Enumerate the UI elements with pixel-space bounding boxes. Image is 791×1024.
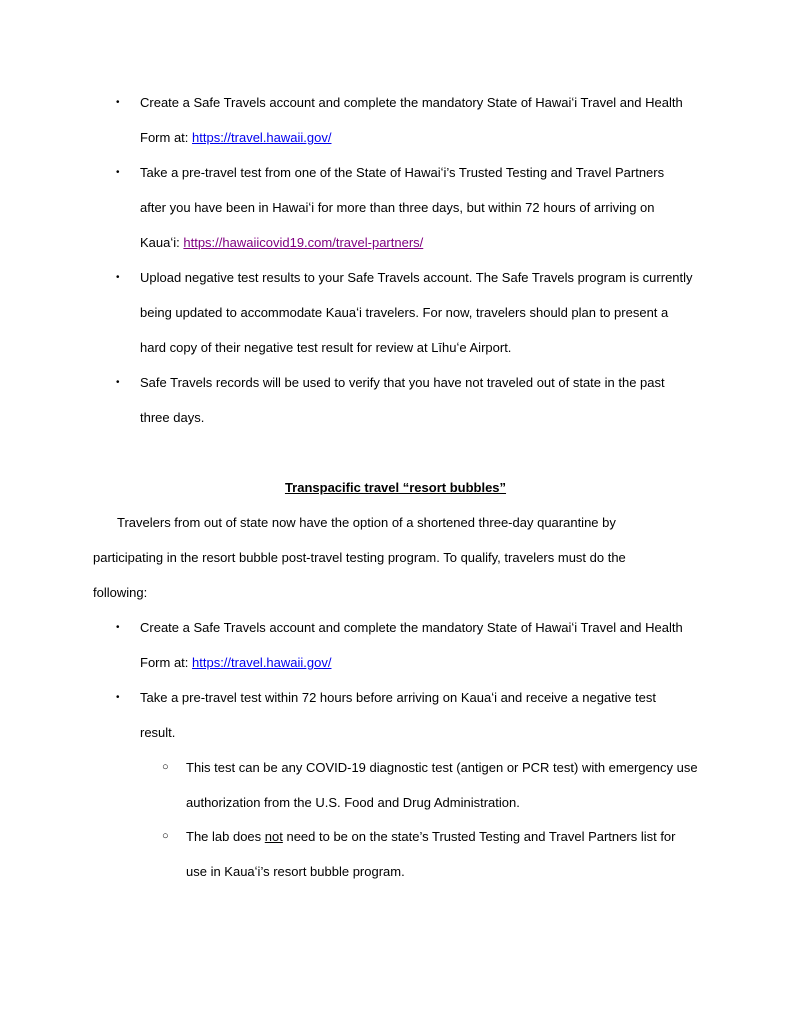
sub-bullet-icon: ○ bbox=[162, 830, 169, 842]
partners-list-text: need to be on the state’s Trusted Testing and Travel Partners list for bbox=[282, 829, 676, 844]
list1-item2-line2: after you have been in Hawaiʻi for more than three days, but within 72 hours of arriving on bbox=[140, 200, 655, 215]
travel-partners-link[interactable]: https://hawaiicovid19.com/travel-partners/ bbox=[183, 235, 424, 250]
list2-item2-line1: Take a pre-travel test within 72 hours before arriving on Kauaʻi and receive a negative test bbox=[140, 690, 656, 705]
lab-does-text: The lab does bbox=[186, 829, 265, 844]
safe-travels-link[interactable]: https://travel.hawaii.gov/ bbox=[192, 655, 332, 670]
list1-item1-line1: Create a Safe Travels account and complete the mandatory State of Hawaiʻi Travel and Health bbox=[140, 95, 683, 110]
kauai-label: Kauaʻi: bbox=[140, 235, 184, 250]
list2-item1-line2 bbox=[140, 655, 331, 671]
bullet-icon: • bbox=[116, 692, 120, 703]
bullet-icon: • bbox=[116, 622, 120, 633]
sub-bullet-icon: ○ bbox=[162, 761, 169, 773]
list2-sub1-line2: authorization from the U.S. Food and Drug Administration. bbox=[186, 795, 520, 810]
list1-item4-line2: three days. bbox=[140, 410, 205, 425]
list2-sub2-line1 bbox=[186, 829, 676, 845]
list1-item3-line3: hard copy of their negative test result for review at Līhuʻe Airport. bbox=[140, 340, 512, 355]
section-paragraph-line2: participating in the resort bubble post-travel testing program. To qualify, travelers must do the bbox=[93, 550, 626, 565]
not-emphasis: not bbox=[264, 829, 283, 844]
bullet-icon: • bbox=[116, 167, 120, 178]
safe-travels-link[interactable]: https://travel.hawaii.gov/ bbox=[192, 130, 332, 145]
list2-sub1-line1: This test can be any COVID-19 diagnostic test (antigen or PCR test) with emergency use bbox=[186, 760, 698, 775]
section-paragraph-line3: following: bbox=[93, 585, 148, 600]
list1-item2-line1: Take a pre-travel test from one of the State of Hawaiʻi’s Trusted Testing and Travel Partners bbox=[140, 165, 665, 180]
section-paragraph-line1: Travelers from out of state now have the option of a shortened three-day quarantine by bbox=[117, 515, 616, 530]
list1-item1-line2 bbox=[140, 130, 331, 146]
list2-item2-line2: result. bbox=[140, 725, 176, 740]
bullet-icon: • bbox=[116, 377, 120, 388]
list2-sub2-line2: use in Kauaʻi’s resort bubble program. bbox=[186, 864, 405, 879]
list1-item3-line1: Upload negative test results to your Safe Travels account. The Safe Travels program is currently bbox=[140, 270, 693, 285]
list1-item4-line1: Safe Travels records will be used to verify that you have not traveled out of state in the past bbox=[140, 375, 665, 390]
bullet-icon: • bbox=[116, 272, 120, 283]
list2-item1-line1: Create a Safe Travels account and complete the mandatory State of Hawaiʻi Travel and Health bbox=[140, 620, 683, 635]
list1-item2-line3 bbox=[140, 235, 423, 251]
form-at-label: Form at: bbox=[140, 130, 193, 145]
form-at-label: Form at: bbox=[140, 655, 193, 670]
list1-item3-line2: being updated to accommodate Kauaʻi travelers. For now, travelers should plan to present a bbox=[140, 305, 669, 320]
section-heading: Transpacific travel “resort bubbles” bbox=[284, 480, 507, 495]
bullet-icon: • bbox=[116, 97, 120, 108]
